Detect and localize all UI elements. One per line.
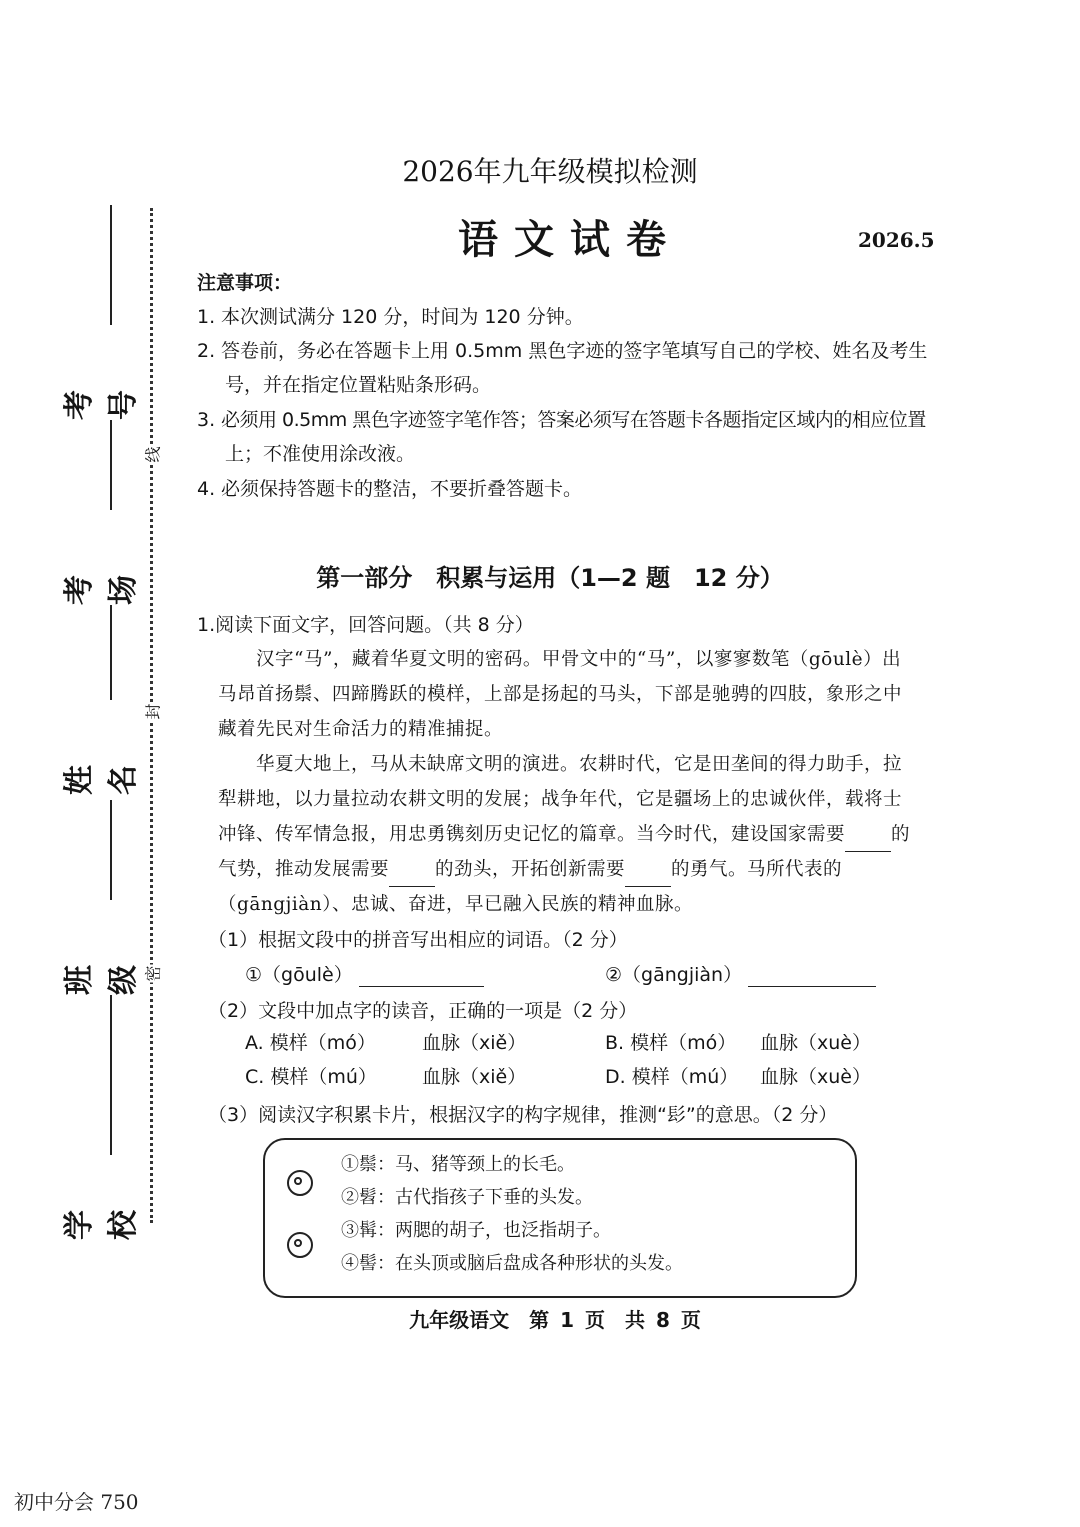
character-card bbox=[263, 1138, 857, 1298]
part1-title: 第一部分 积累与运用（1—2 题 12 分） bbox=[316, 564, 784, 592]
binding-line-3 bbox=[110, 605, 112, 700]
notice-item-number: 2. bbox=[197, 340, 216, 362]
card-line-3: ③髯：两腮的胡子，也泛指胡子。 bbox=[341, 1220, 611, 1241]
option-a[interactable] bbox=[245, 1028, 376, 1055]
binding-line-5 bbox=[110, 995, 112, 1155]
binding-line-4 bbox=[110, 800, 112, 900]
subquestion-1: （1）根据文段中的拼音写出相应的词语。（2 分） bbox=[208, 929, 628, 951]
notice-heading: 注意事项： bbox=[197, 272, 293, 294]
subquestion-3: （3）阅读汉字积累卡片，根据汉字的构字规律，推测“髟”的意思。（2 分） bbox=[208, 1104, 838, 1126]
seal-feng: 封 bbox=[141, 703, 164, 721]
option-d[interactable] bbox=[605, 1062, 738, 1089]
notice-item-text: 必须用 0.5mm 黑色字迹签字笔作答；答案必须写在答题卡各题指定区域内的相应位置 bbox=[221, 409, 926, 431]
reading-paragraph-1: 汉字“马”，藏着华夏文明的密码。甲骨文中的“马”，以寥寥数笔（gōulè）出马昂首扬鬃、四蹄腾跃的模样，上部是扬起的马头，下部是驰骋的四肢，象形之中藏着先民对生命活力的精准捕捉。 bbox=[218, 649, 903, 740]
pinyin-goule: ①（gōulè） bbox=[245, 964, 353, 986]
option-b-word1: B. 模样（mó） bbox=[605, 1032, 737, 1054]
para2-text-b: 的气势，推动发展需要 bbox=[218, 824, 911, 880]
subquestion-1-a bbox=[245, 960, 484, 987]
blank-1 bbox=[845, 831, 891, 852]
option-b-word2: 血脉（xuè） bbox=[760, 1032, 871, 1054]
option-a-word2: 血脉（xiě） bbox=[422, 1032, 527, 1054]
subquestion-2: （2）文段中加点字的读音，正确的一项是（2 分） bbox=[208, 1000, 638, 1022]
para2-text-a: 华夏大地上，马从未缺席文明的演进。农耕时代，它是田垄间的得力助手，拉犁耕地，以力量拉动农耕文明的发展；战争年代，它是疆场上的忠诚伙伴，载将士冲锋、传军情急报，用忠勇镌刻历史记忆的篇章。当今时代，建设国家需要 bbox=[218, 754, 903, 845]
ring-icon bbox=[287, 1232, 313, 1258]
para2-text-c: 的劲头，开拓创新需要 bbox=[435, 859, 626, 880]
notice-item-4 bbox=[197, 472, 937, 506]
binding-line-2 bbox=[110, 420, 112, 510]
notice-item-2-cont bbox=[197, 368, 965, 402]
exam-date: 2026.5 bbox=[858, 228, 935, 252]
seal-mi: 密 bbox=[141, 965, 164, 983]
card-line-1: ①鬃：马、猪等颈上的长毛。 bbox=[341, 1154, 575, 1175]
notice-item-number: 4. bbox=[197, 478, 216, 500]
school-label: 学校 bbox=[62, 1208, 141, 1240]
notice-item-2 bbox=[197, 334, 937, 368]
option-a-word1: A. 模样（mó） bbox=[245, 1032, 376, 1054]
exam-room-label: 考场 bbox=[62, 573, 141, 605]
answer-blank-goule[interactable] bbox=[359, 966, 484, 987]
card-line-4: ④髻：在头顶或脑后盘成各种形状的头发。 bbox=[341, 1253, 683, 1274]
notice-item-text: 必须保持答题卡的整洁，不要折叠答题卡。 bbox=[221, 478, 583, 500]
watermark-text: 初中分会 750 bbox=[14, 1490, 139, 1514]
paper-title: 语文试卷 bbox=[458, 217, 682, 263]
notice-item-text: 答卷前，务必在答题卡上用 0.5mm 黑色字迹的签字笔填写自己的学校、姓名及考生 bbox=[221, 340, 928, 362]
class-label: 班级 bbox=[62, 963, 141, 995]
pinyin-gangjian: ②（gāngjiàn） bbox=[605, 964, 743, 986]
option-a-2 bbox=[422, 1028, 526, 1055]
option-d-word2: 血脉（xuè） bbox=[760, 1066, 871, 1088]
option-b[interactable] bbox=[605, 1028, 736, 1055]
card-line-2: ②髫：古代指孩子下垂的头发。 bbox=[341, 1187, 593, 1208]
option-c-word2: 血脉（xiě） bbox=[422, 1066, 527, 1088]
option-d-2 bbox=[760, 1062, 871, 1089]
notice-item-number: 3. bbox=[197, 409, 216, 431]
notice-item-1 bbox=[197, 300, 937, 334]
notice-item-3 bbox=[197, 403, 937, 437]
question-1-stem: 1.阅读下面文字，回答问题。（共 8 分） bbox=[197, 614, 534, 636]
option-c[interactable] bbox=[245, 1062, 377, 1089]
notice-item-text: 本次测试满分 120 分，时间为 120 分钟。 bbox=[221, 306, 584, 328]
name-label: 姓名 bbox=[62, 763, 141, 795]
option-c-2 bbox=[422, 1062, 526, 1089]
notice-item-text: 号，并在指定位置粘贴条形码。 bbox=[225, 374, 492, 396]
seal-xian: 线 bbox=[141, 446, 164, 464]
answer-blank-gangjian[interactable] bbox=[748, 966, 876, 987]
ring-icon bbox=[287, 1170, 313, 1196]
para2-text-d: 的勇气。马所代表的（gāngjiàn）、忠诚、奋进，早已融入民族的精神血脉。 bbox=[218, 859, 843, 915]
exam-title: 2026年九年级模拟检测 bbox=[402, 155, 698, 188]
notice-item-number: 1. bbox=[197, 306, 216, 328]
notice-item-3-cont bbox=[197, 437, 965, 471]
option-b-2 bbox=[760, 1028, 871, 1055]
exam-number-label: 考号 bbox=[62, 388, 141, 420]
reading-paragraph-2 bbox=[218, 747, 918, 922]
page-footer: 九年级语文 第 1 页 共 8 页 bbox=[409, 1308, 701, 1332]
subquestion-1-b bbox=[605, 960, 876, 987]
blank-3 bbox=[625, 866, 671, 887]
option-c-word1: C. 模样（mú） bbox=[245, 1066, 377, 1088]
blank-2 bbox=[389, 866, 435, 887]
notice-item-text: 上；不准使用涂改液。 bbox=[225, 443, 416, 465]
option-d-word1: D. 模样（mú） bbox=[605, 1066, 739, 1088]
